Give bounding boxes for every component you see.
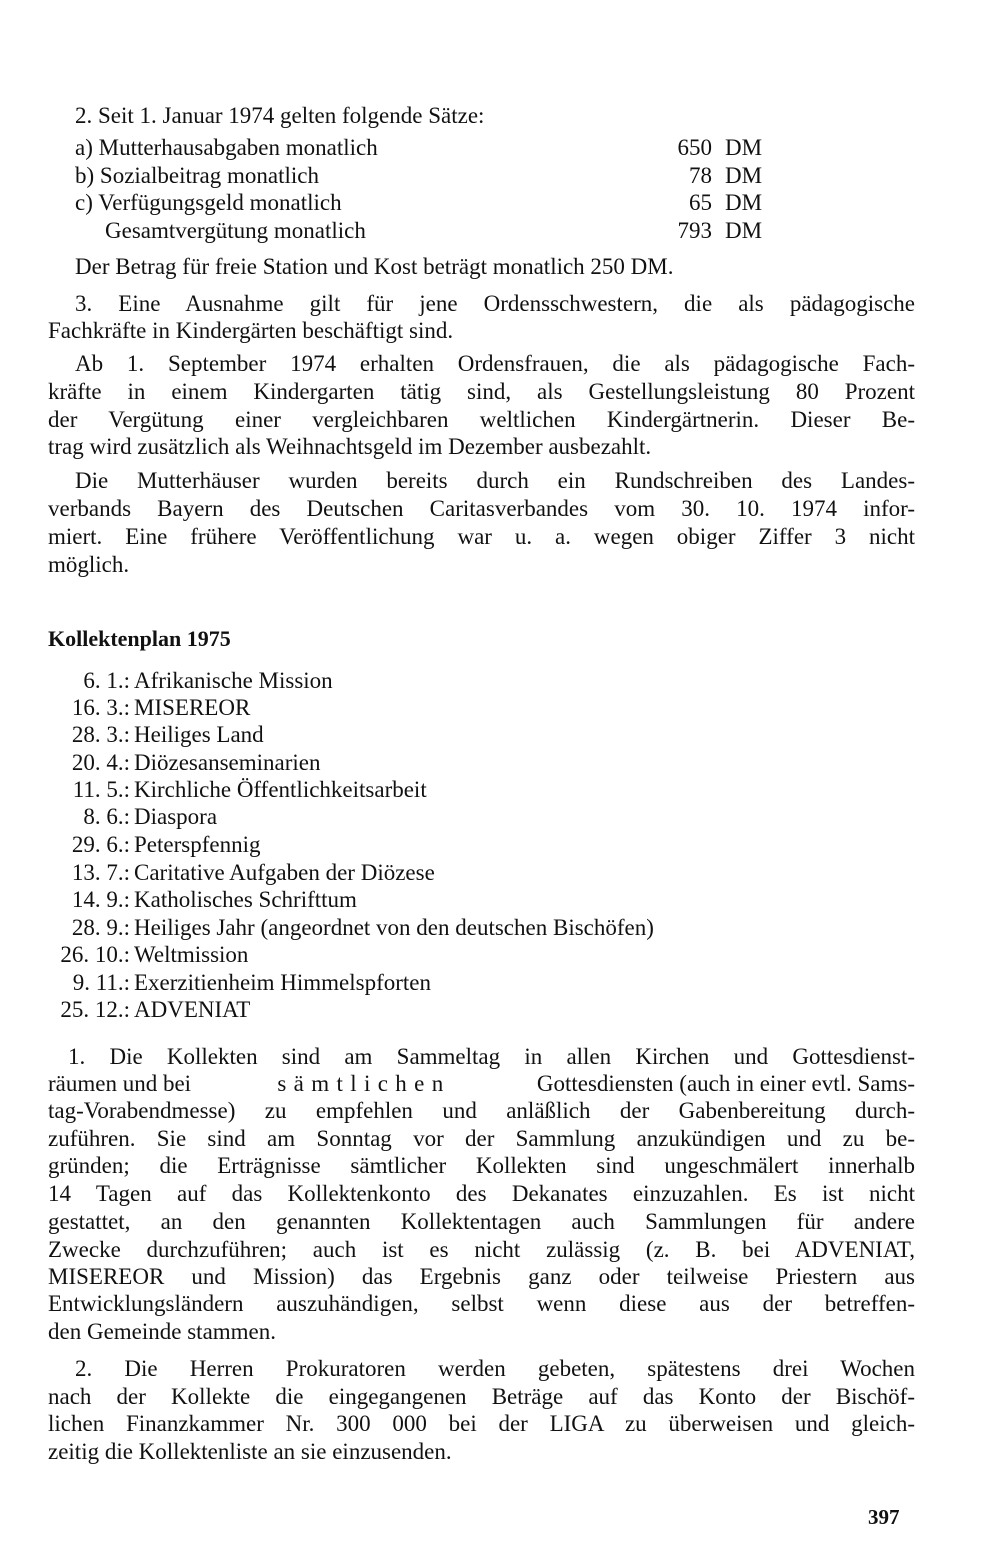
rate-label: c) Verfügungsgeld monatlich bbox=[75, 190, 342, 215]
note1-line: gestattet, an den genannten Kollektentagen auch Sammlungen für andere bbox=[48, 1209, 915, 1234]
collection-date: 20. 4.: bbox=[71, 750, 130, 775]
note1-line: 14 Tagen auf das Kollektenkonto des Dekanates einzuzahlen. Es ist nicht bbox=[48, 1181, 915, 1206]
rate-label: b) Sozialbeitrag monatlich bbox=[75, 163, 319, 188]
collection-date: 28. 9.: bbox=[71, 915, 130, 940]
rate-unit: DM bbox=[725, 190, 763, 215]
note2-line: lichen Finanzkammer Nr. 300 000 bei der LIGA zu überweisen und gleich- bbox=[48, 1411, 915, 1436]
station-note: Der Betrag für freie Station und Kost beträgt monatlich 250 DM. bbox=[75, 254, 674, 279]
collection-date: 8. 6.: bbox=[83, 804, 130, 829]
rate-label: a) Mutterhausabgaben monatlich bbox=[75, 135, 378, 160]
rate-amount: 65 bbox=[689, 190, 712, 215]
collection-date: 25. 12.: bbox=[60, 997, 130, 1022]
mutterhaus-paragraph-line: möglich. bbox=[48, 552, 130, 577]
note1-line: gründen; die Erträgnisse sämtlicher Kollekten sind ungeschmälert innerhalb bbox=[48, 1153, 915, 1178]
collection-name: Katholisches Schrifttum bbox=[134, 887, 357, 912]
collection-date: 11. 5.: bbox=[72, 777, 130, 802]
ab-paragraph-line: kräfte in einem Kindergarten tätig sind, als Gestellungsleistung 80 Prozent bbox=[48, 379, 915, 404]
section2-intro: 2. Seit 1. Januar 1974 gelten folgende Sätze: bbox=[75, 103, 485, 128]
page-number: 397 bbox=[868, 1505, 900, 1529]
collection-name: ADVENIAT bbox=[134, 997, 251, 1022]
note1-line2 bbox=[48, 1070, 915, 1098]
rate-total-unit: DM bbox=[725, 218, 763, 243]
note1-line: MISEREOR und Mission) das Ergebnis ganz oder teilweise Priestern aus bbox=[48, 1264, 915, 1289]
collection-name: Caritative Aufgaben der Diözese bbox=[134, 860, 435, 885]
note1-line: Entwicklungsländern auszuhändigen, selbst wenn diese aus der betreffen- bbox=[48, 1291, 915, 1316]
collection-date: 9. 11.: bbox=[72, 970, 130, 995]
note1-line: Zwecke durchzuführen; auch ist es nicht zulässig (z. B. bei ADVENIAT, bbox=[48, 1237, 915, 1262]
mutterhaus-paragraph-line: verbands Bayern des Deutschen Caritasverbandes vom 30. 10. 1974 infor- bbox=[48, 496, 915, 521]
collection-date: 6. 1.: bbox=[83, 668, 130, 693]
mutterhaus-paragraph-line: miert. Eine frühere Veröffentlichung war u. a. wegen obiger Ziffer 3 nicht bbox=[48, 524, 915, 549]
note1-line: 1. Die Kollekten sind am Sammeltag in allen Kirchen und Gottesdienst- bbox=[68, 1044, 915, 1069]
ab-paragraph-line: Ab 1. September 1974 erhalten Ordensfrauen, die als pädagogische Fach- bbox=[75, 351, 915, 376]
rate-unit: DM bbox=[725, 135, 763, 160]
note1-line2-pre: räumen und bei bbox=[48, 1071, 192, 1096]
note1-line2-post: Gottesdiensten (auch in einer evtl. Sams- bbox=[536, 1071, 915, 1096]
rate-total-label: Gesamtvergütung monatlich bbox=[105, 218, 366, 243]
collection-name: Exerzitienheim Himmelspforten bbox=[134, 970, 431, 995]
collection-name: Weltmission bbox=[134, 942, 249, 967]
note1-emphasis-text: sämtlichen bbox=[277, 1071, 451, 1096]
collection-name: Heiliges Jahr (angeordnet von den deutschen Bischöfen) bbox=[134, 915, 654, 940]
note2-line: 2. Die Herren Prokuratoren werden gebeten, spätestens drei Wochen bbox=[75, 1356, 915, 1381]
note1-line: den Gemeinde stammen. bbox=[48, 1319, 277, 1344]
note2-line: nach der Kollekte die eingegangenen Beträge auf das Konto der Bischöf- bbox=[48, 1384, 915, 1409]
rate-unit: DM bbox=[725, 163, 763, 188]
rate-amount: 78 bbox=[689, 163, 712, 188]
kollektenplan-title: Kollektenplan 1975 bbox=[48, 626, 231, 651]
collection-name: Afrikanische Mission bbox=[134, 668, 333, 693]
collection-name: Diaspora bbox=[134, 804, 218, 829]
rate-total-amount: 793 bbox=[677, 218, 712, 243]
section3-line: Fachkräfte in Kindergärten beschäftigt sind. bbox=[48, 318, 454, 343]
collection-name: Diözesanseminarien bbox=[134, 750, 321, 775]
note1-line: tag-Vorabendmesse) zu empfehlen und anläßlich der Gabenbereitung durch- bbox=[48, 1098, 915, 1123]
collection-name: Kirchliche Öffentlichkeitsarbeit bbox=[134, 777, 427, 802]
collection-name: Heiliges Land bbox=[134, 722, 264, 747]
ab-paragraph-line: trag wird zusätzlich als Weihnachtsgeld im Dezember ausbezahlt. bbox=[48, 434, 652, 459]
rate-amount: 650 bbox=[677, 135, 712, 160]
mutterhaus-paragraph-line: Die Mutterhäuser wurden bereits durch ein Rundschreiben des Landes- bbox=[75, 468, 915, 493]
collection-name: Peterspfennig bbox=[134, 832, 261, 857]
collection-date: 29. 6.: bbox=[71, 832, 130, 857]
note2-line: zeitig die Kollektenliste an sie einzusenden. bbox=[48, 1439, 452, 1464]
note1-line: zuführen. Sie sind am Sonntag vor der Sammlung anzukündigen und zu be- bbox=[48, 1126, 915, 1151]
section3-line: 3. Eine Ausnahme gilt für jene Ordensschwestern, die als pädagogische bbox=[75, 291, 915, 316]
collection-date: 13. 7.: bbox=[71, 860, 130, 885]
collection-date: 16. 3.: bbox=[71, 695, 130, 720]
collection-date: 14. 9.: bbox=[71, 887, 130, 912]
ab-paragraph-line: der Vergütung einer vergleichbaren weltlichen Kindergärtnerin. Dieser Be- bbox=[48, 407, 915, 432]
collection-date: 26. 10.: bbox=[60, 942, 130, 967]
collection-date: 28. 3.: bbox=[71, 722, 130, 747]
collection-name: MISEREOR bbox=[134, 695, 251, 720]
